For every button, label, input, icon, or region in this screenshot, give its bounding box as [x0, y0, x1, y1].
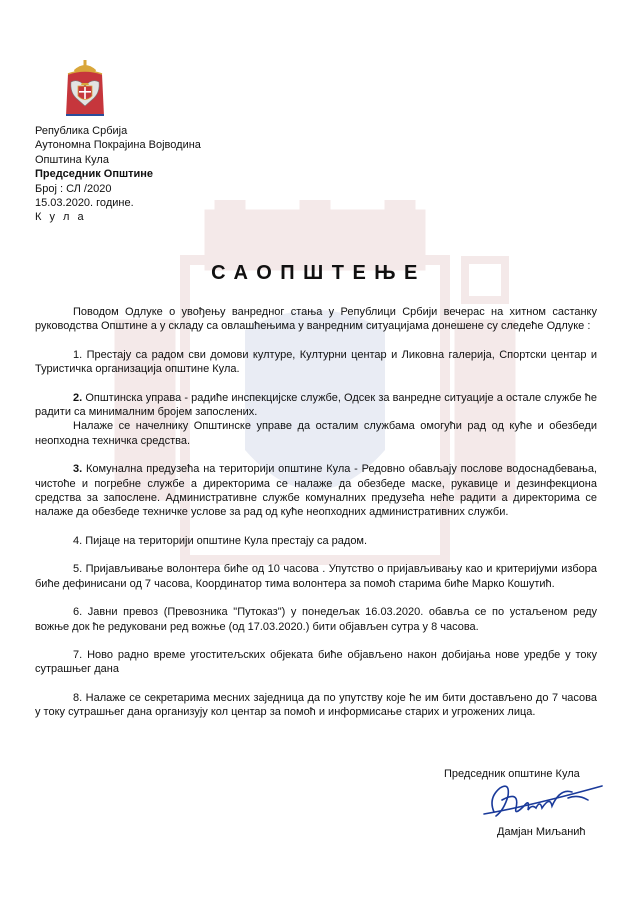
document-body — [35, 305, 597, 734]
decision-item-7: 7. Ново радно време угоститељских објеката биће објављено након добијања нове уредбе у току сутрашњег дана — [35, 648, 597, 676]
decision-item-8: 8. Налаже се секретарима месних заједница да по упутству које ће им бити достављено до 7 часова у току сутрашњег дана организују кол центар за помоћ и информисање старих и угрожених лица. — [35, 691, 597, 719]
decision-item-2-number: 2. — [73, 391, 83, 404]
decision-item-4: 4. Пијаце на територији општине Кула престају са радом. — [73, 534, 368, 547]
header-line-province: Аутономна Покрајина Војводина — [35, 139, 201, 152]
decision-item-1: 1. Престају са радом сви домови културе, Културни центар и Ликовна галерија, Спортски центар и Туристичка организација општине Кула. — [35, 348, 597, 376]
header-line-city: К у л а — [35, 211, 87, 224]
coat-of-arms-icon — [64, 60, 106, 118]
decision-item-3-text: Комунална предузећа на територији општине Кула - Редовно обављају послове водоснадбевања, чистоће и погребне службе а директорима се налаже да обезбеде маске, рукавице и дезинфекциона средства за запослене. Административне службе комуналних предузећа неће радити а директорима се налаже да обезбеде техничке услове за рад од куће неопходних административних служби. — [35, 463, 597, 519]
header-line-date: 15.03.2020. године. — [35, 197, 134, 210]
decision-item-5: 5. Пријављивање волонтера биће од 10 часова . Упутство о пријављивању као и критеријуми избора биће дефинисани од 7 часова, Координатор тима волонтера за помоћ старима биће Марко Кошутић. — [35, 563, 597, 590]
header-line-municipality: Општина Кула — [35, 153, 109, 166]
intro-paragraph: Поводом Одлуке о увођењу ванредног стања у Републици Србији вечерас на хитном састанку руководства Општине а у складу са овлашћењима у ванредним ситуацијама донешене су следеће Одлуке : — [35, 306, 597, 333]
decision-item-3-number: 3. — [73, 463, 83, 476]
header-line-office: Председник Општине — [35, 168, 154, 181]
header-line-number: Број : СЛ /2020 — [35, 182, 112, 195]
decision-item-2-text: Општинска управа - радиће инспекцијске службе, Одсек за ванредне ситуације а остале службе ће радити са минималним бројем запослених. — [35, 391, 597, 419]
decision-item-6: 6. Јавни превоз (Превозника "Путоказ") у понедељак 16.03.2020. обавља се по устаљеном реду вожње док ће редуковани ред вожње (од 17.03.2020.) бити објављен сутра у 8 часова. — [35, 606, 597, 633]
header-line-country: Република Србија — [35, 125, 128, 137]
decision-item-3 — [35, 462, 597, 520]
signatory-name: Дамјан Миљанић — [497, 826, 586, 838]
document-title: САОПШТЕЊЕ — [211, 262, 426, 284]
signatory-title: Председник општине Кула — [444, 768, 580, 780]
handwritten-signature-icon — [480, 778, 610, 820]
decision-item-2-extra: Налаже се начелнику Општинске управе да осталим службама омогући рад од куће и обезбеди неопходна техничка средства. — [35, 420, 597, 447]
decision-item-2 — [35, 391, 597, 420]
issuer-header — [35, 124, 201, 225]
